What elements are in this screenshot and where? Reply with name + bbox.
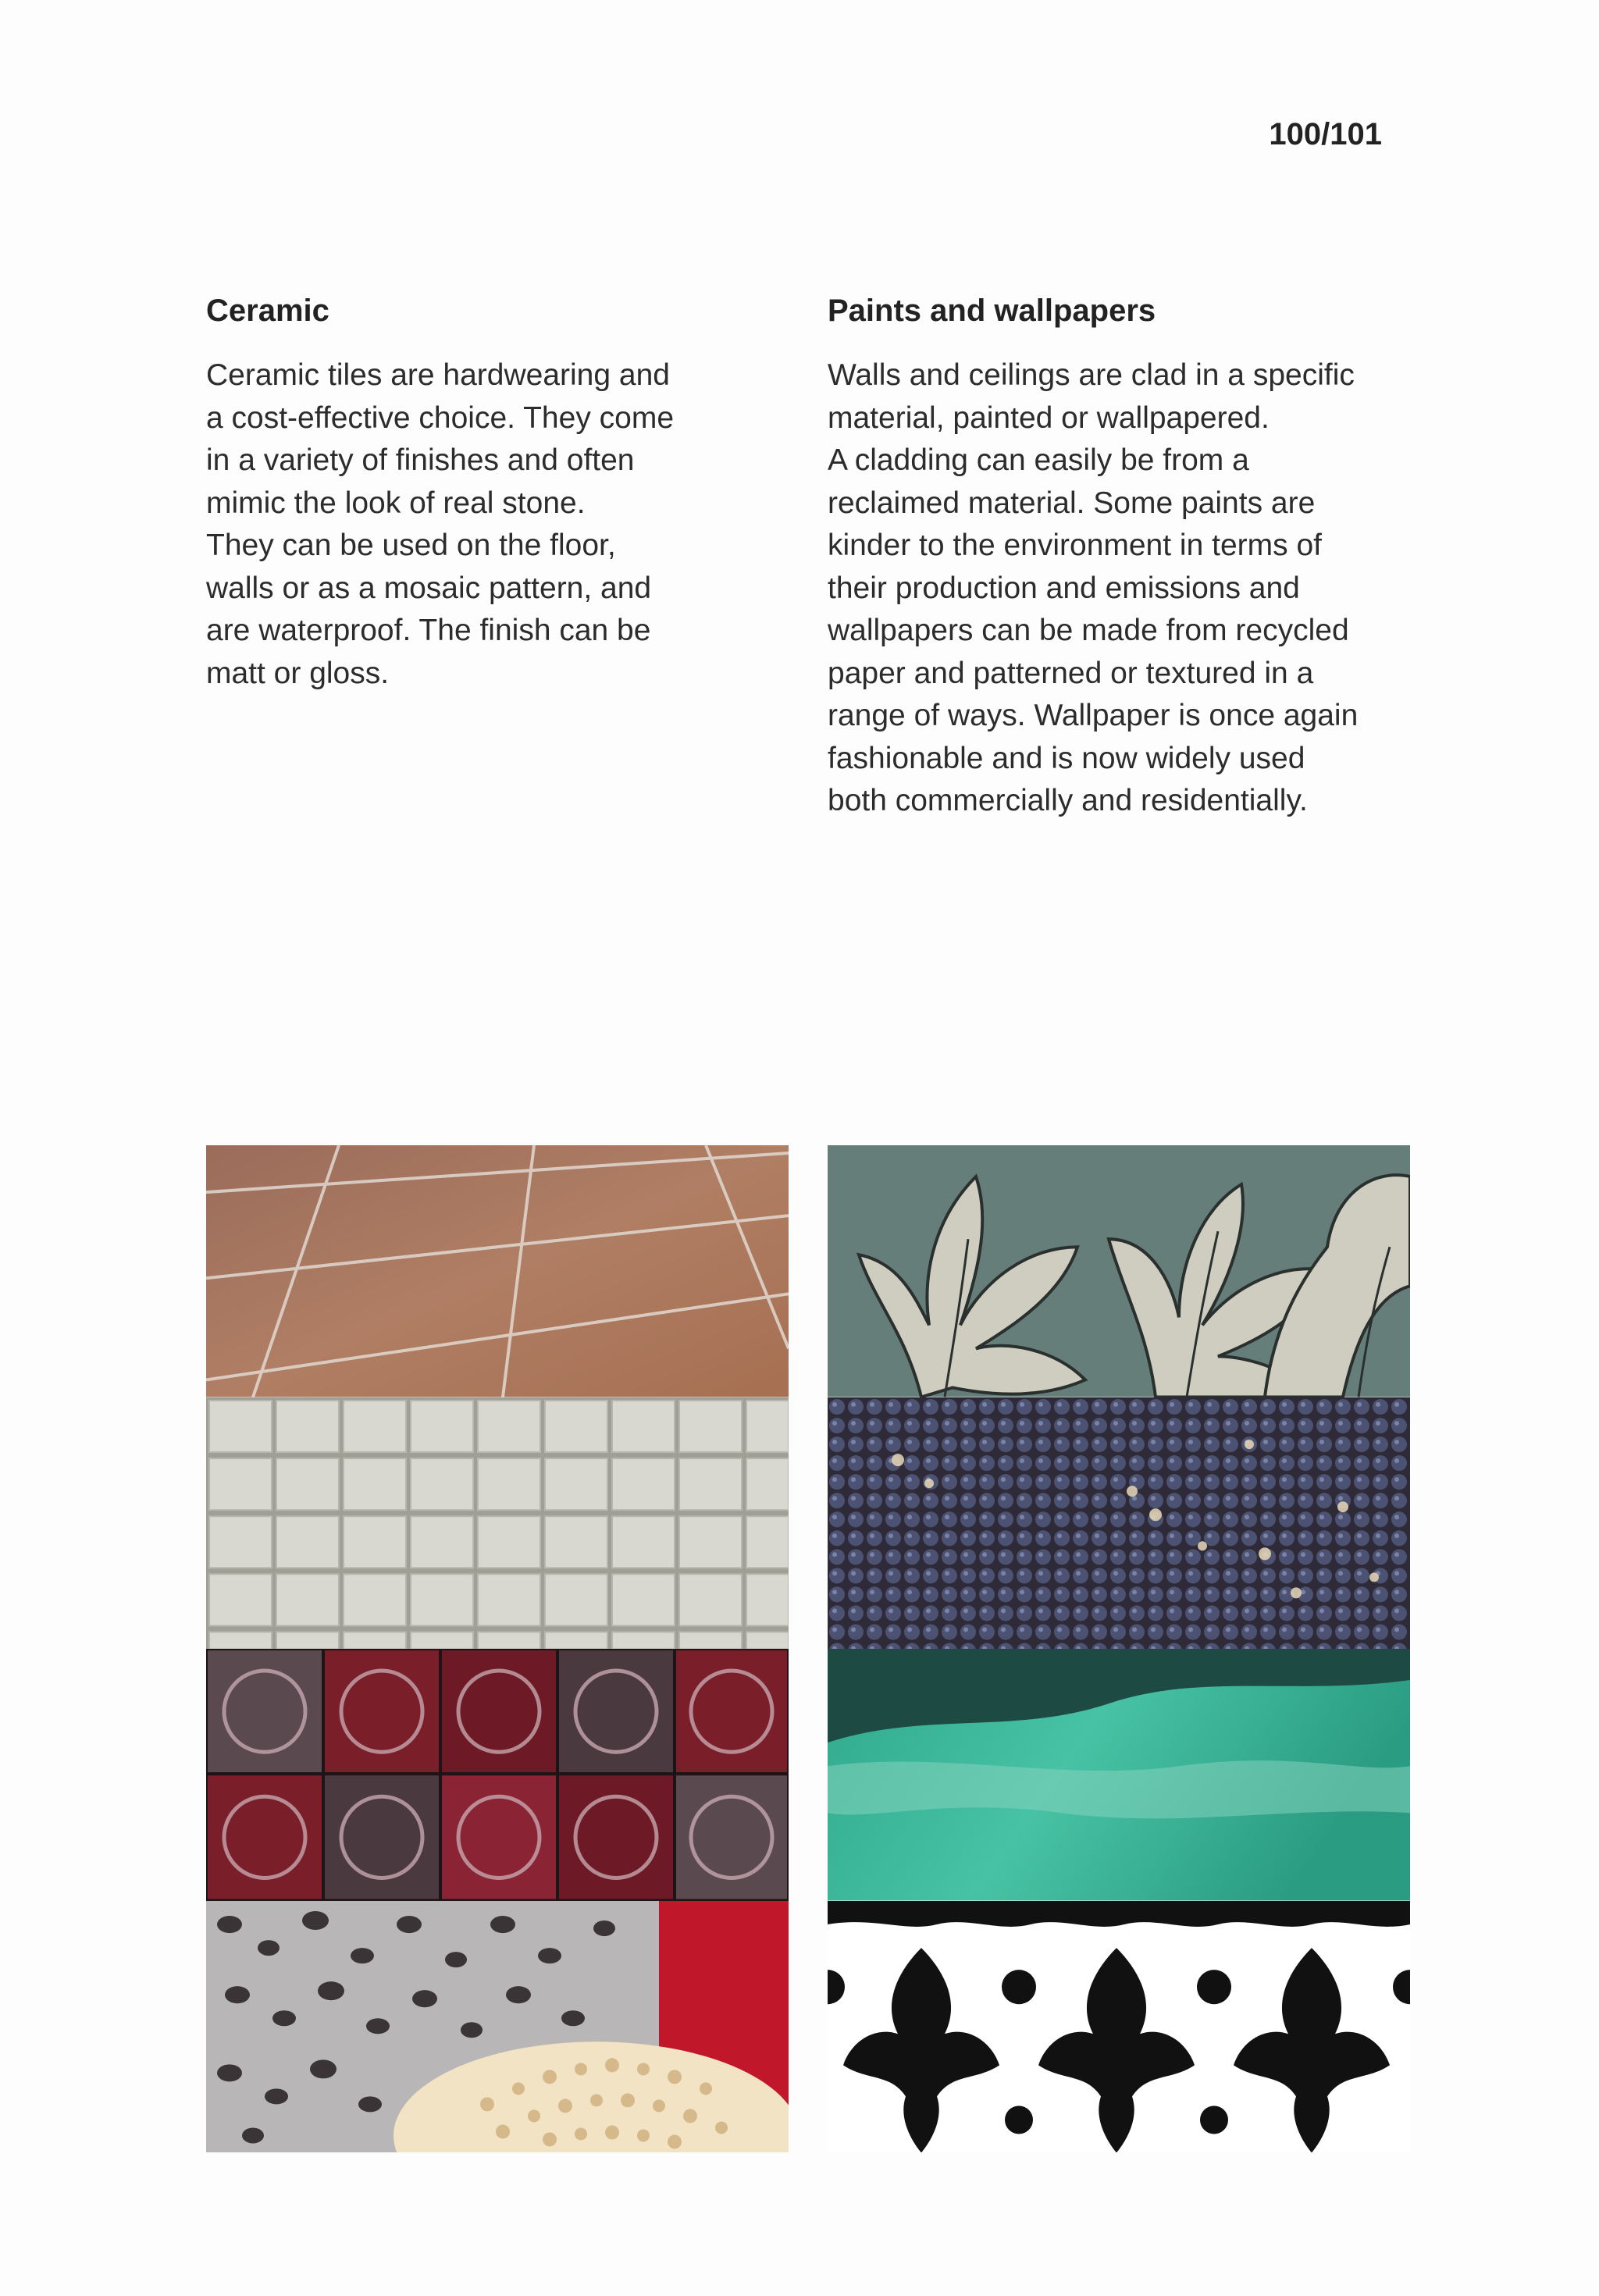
paints-section xyxy=(828,289,1390,823)
ceramic-heading: Ceramic xyxy=(206,294,329,328)
ceramic-line: matt or gloss. xyxy=(206,656,390,690)
terracotta-tile-floor-image xyxy=(206,1145,789,1397)
porous-ceramic-image xyxy=(206,1901,789,2153)
ceramic-line: a cost-effective choice. They come xyxy=(206,400,675,435)
ceramic-line: in a variety of finishes and often xyxy=(206,443,635,477)
paints-line: reclaimed material. Some paints are xyxy=(828,486,1316,520)
ceramic-swatches xyxy=(206,1145,789,2152)
ceramic-line: walls or as a mosaic pattern, and xyxy=(206,571,652,605)
paints-swatches xyxy=(828,1145,1410,2152)
paints-line: A cladding can easily be from a xyxy=(828,443,1249,477)
page-number: 100/101 xyxy=(1269,117,1382,151)
ceramic-body xyxy=(206,354,721,695)
paints-line: both commercially and residentially. xyxy=(828,784,1308,817)
ceramic-line: They can be used on the floor, xyxy=(206,529,616,562)
relief-tiles-image xyxy=(206,1649,789,1901)
paints-line: range of ways. Wallpaper is once again xyxy=(828,699,1359,732)
paints-line: kinder to the environment in terms of xyxy=(828,529,1322,562)
paints-body xyxy=(828,354,1390,823)
floral-wallpaper-image xyxy=(828,1145,1410,1397)
ceramic-section xyxy=(206,289,721,695)
paints-line: wallpapers can be made from recycled xyxy=(828,614,1349,647)
damask-wallpaper-image xyxy=(828,1901,1410,2153)
paints-line: Walls and ceilings are clad in a specific xyxy=(828,358,1355,392)
paints-heading: Paints and wallpapers xyxy=(828,294,1156,328)
paints-line: paper and patterned or textured in a xyxy=(828,656,1314,690)
paints-line: material, painted or wallpapered. xyxy=(828,400,1270,435)
mosaic-tiles-image xyxy=(206,1397,789,1650)
ceramic-line: mimic the look of real stone. xyxy=(206,486,586,520)
ceramic-line: are waterproof. The finish can be xyxy=(206,614,651,647)
ceramic-line: Ceramic tiles are hardwearing and xyxy=(206,358,670,392)
painted-wall-image xyxy=(828,1649,1410,1901)
sequin-wall-image xyxy=(828,1397,1410,1650)
paints-line: their production and emissions and xyxy=(828,571,1300,605)
paints-line: fashionable and is now widely used xyxy=(828,741,1305,775)
